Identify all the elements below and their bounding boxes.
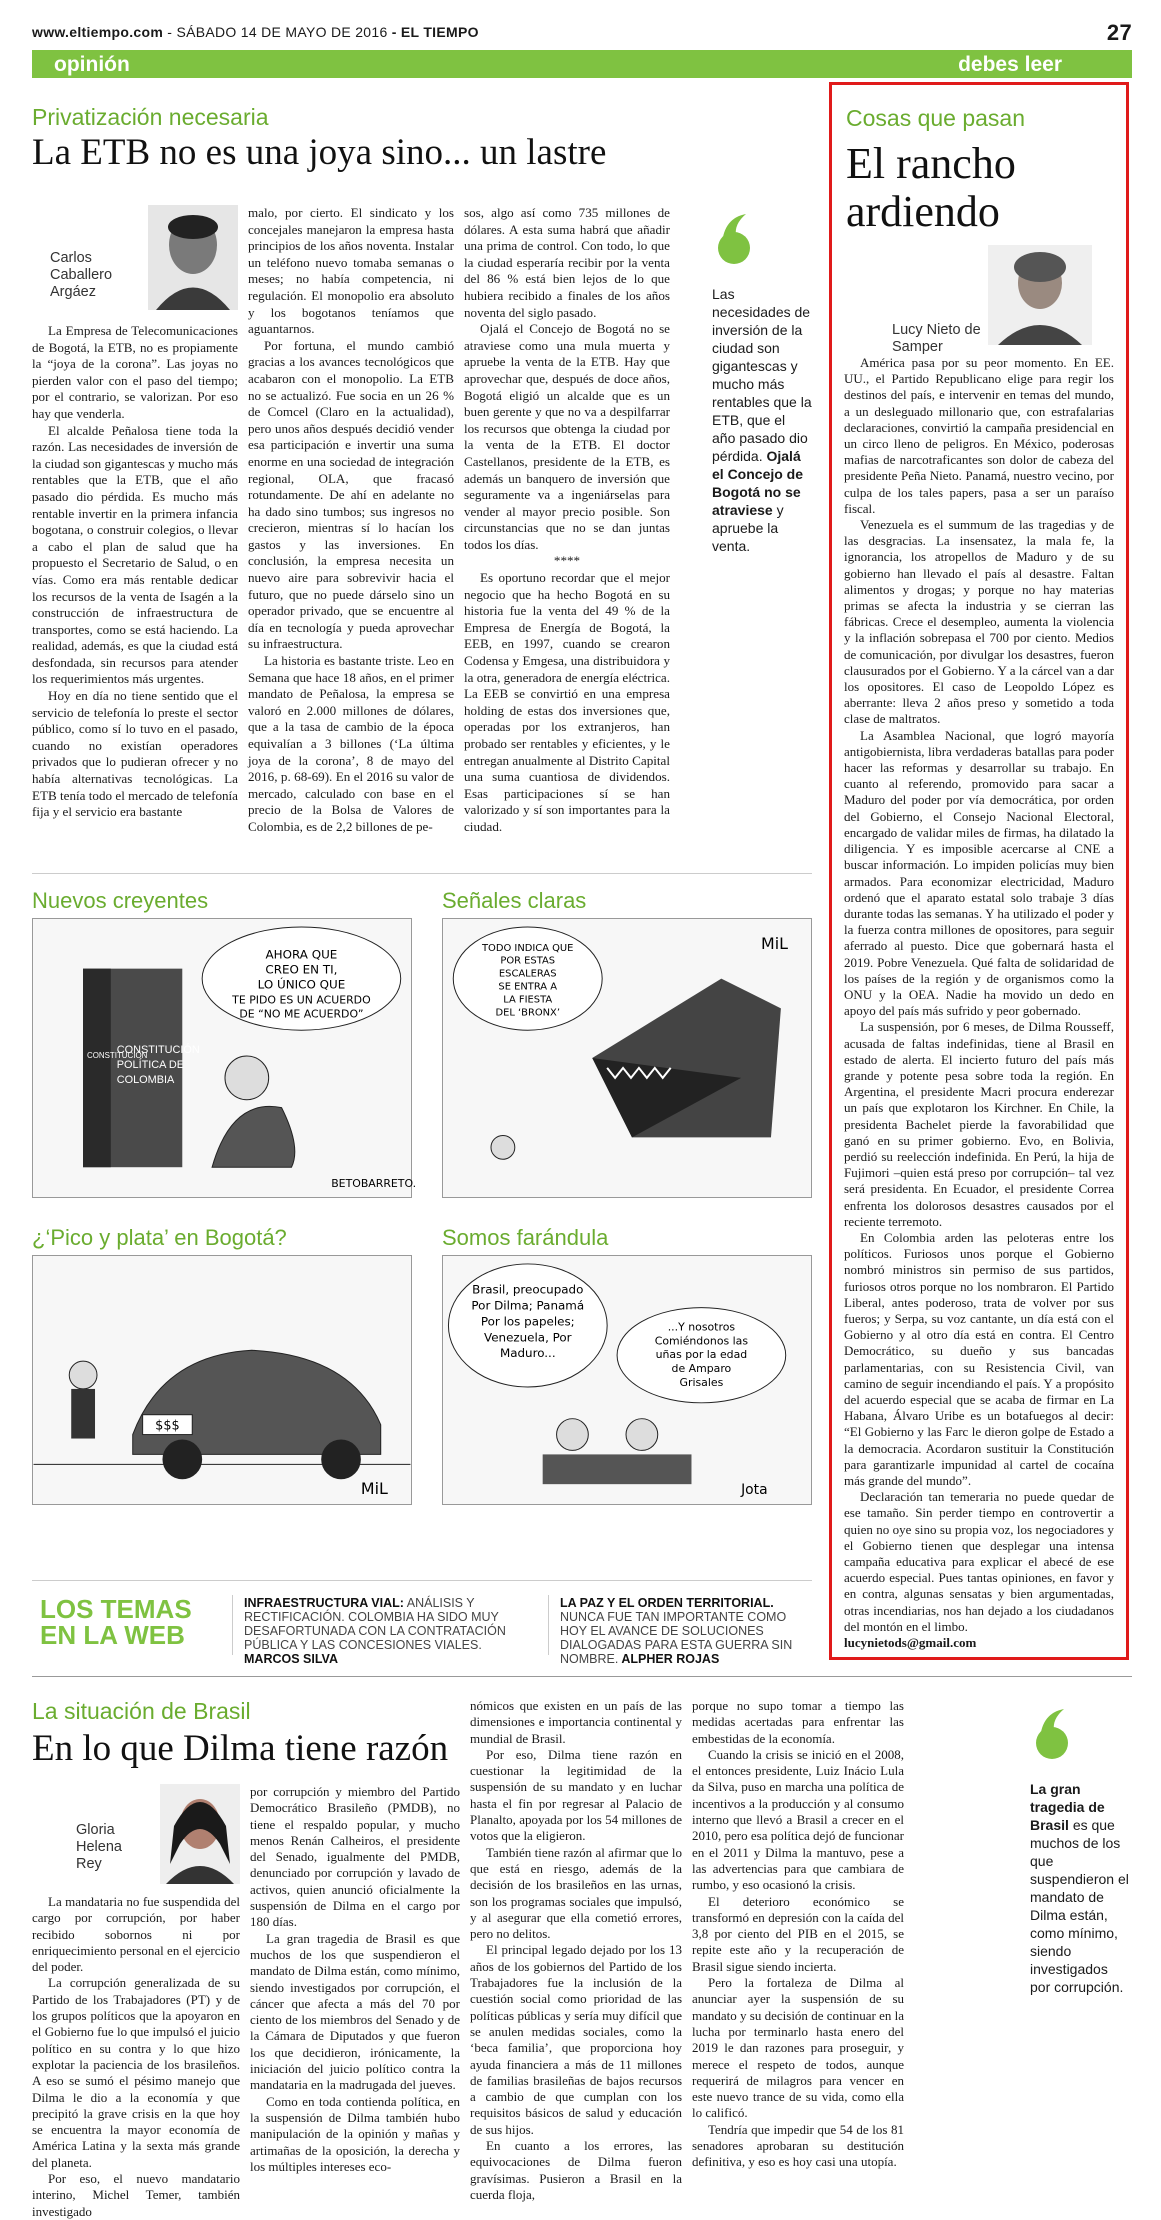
cartoon4-a5: Maduro... [499,1346,556,1361]
rancho-author-photo [988,245,1092,345]
etb-p8: Ojalá el Concejo de Bogotá no se atraviese como una mula muerta y apruebe la venta de la ETB. Hay que aprovechar que, después de doce años, Bogotá eligió un alcalde que es un buen gerente y que no va a despilfarrar los recursos que obtenga la ciudad por la venta de la ETB. El doctor Castellanos, presidente de la ETB, es además un banquero de inversión que seguramente va a ingeniárselas para vender al mayor precio posible. Son circunstancias que no se dan juntas todos los días. [464,321,670,552]
etb-author-photo [148,205,238,310]
rancho-p1: América pasa por su peor momento. En EE. UU., el Partido Republicano elige para regir los destinos del país, e intervenir en temas del mundo, a un desleguado millonario que, con estrafalarias declaraciones, convirtió la campaña presidencial en un circo lleno de peligros. En México, poderosas mafias de narcotraficantes son dolor de cabeza del presidente Peña Nieto. Panamá, nuestro vecino, por culpa de los tales papers, pasa a ser un paraíso fiscal. [844,355,1114,516]
book-title-3: COLOMBIA [116,1073,175,1086]
cartoon3-signature: MiL [360,1479,388,1499]
temas-item2-head: LA PAZ Y EL ORDEN TERRITORIAL. [560,1596,774,1610]
issue-date: SÁBADO 14 DE MAYO DE 2016 [176,24,388,40]
rancho-p6: Declaración tan temeraria no puede quedar de ese tamaño. Sin perder tiempo en controvertir a quien no oye sino su propia voz, los negociadores y el Gobierno tienen que desplegar una intensa campaña educativa para explicar el abecé de ese acuerdo especial. Pues tantas opiniones, en favor y en contra, algunas sensatas y bien argumentadas, otras incendiarias, nos han dejado a los ciudadanos del montón en el limbo. [844,1489,1114,1634]
cartoon-pico-y-plata [32,1255,412,1505]
etb-stars: **** [553,553,581,569]
cartoon4-a3: Por los papeles; [480,1314,575,1329]
brasil-p5: La gran tragedia de Brasil es que muchos de los que suspendieron el mandato de Dilma están, como mínimo, siendo investigados por corrupción, el cáncer que afecta a más del 70 por ciento de los miembros del Senado y de la Cámara de Diputados y que fueron los que decidieron, irónicamente, la iniciación del juicio político contra la mandataria en la madrugada del jueves. [250,1930,460,2093]
brasil-pullquote-text: es que muchos de los que suspendieron el mandato de Dilma están, como mínimo, siendo investigados por corrupción. [1030,1817,1129,1995]
rancho-email[interactable]: lucynietods@gmail.com [844,1635,977,1651]
cartoon4-a1: Brasil, preocupado [472,1282,584,1297]
brasil-p11: En cuanto a los errores, las equivocaciones de Dilma fueron gravísimas. Pusieron a Brasil en la cuerda floja, [470,2138,682,2202]
brasil-p14: El deterioro económico se transformó en depresión con la caída del 3,8 por ciento del PIB en el 2015, se repite este año y la recuperación de Brasil sigue siendo incierta. [692,1893,904,1974]
divider [32,873,812,874]
cartoon2-line5: LA FIESTA [503,994,553,1006]
brasil-p7: nómicos que existen en un país de las dimensiones e importancia continental y mundial de Brasil. [470,1698,682,1746]
page-number: 27 [1106,20,1132,45]
cartoon1-signature: BETOBARRETO. [331,1177,417,1191]
cartoon4-b5: Grisales [679,1375,724,1389]
brasil-headline: En lo que Dilma tiene razón [32,1728,449,1769]
rancho-headline-1: El rancho [846,139,1016,188]
cartoon4-b3: uñas por la edad [655,1348,748,1362]
brasil-p1: La mandataria no fue suspendida del cargo por corrupción, por haber recibido sobornos ni por enriquecimiento personal en el ejercicio del poder. [32,1894,240,1975]
cartoon4-a4: Venezuela, Por [484,1330,572,1345]
cartoon2-line6: DEL ‘BRONX’ [495,1007,560,1019]
etb-pullquote-bold: Ojalá el Concejo de Bogotá no se atraviese [712,448,804,518]
etb-pullquote-end: y apruebe la venta. [712,502,784,554]
etb-p6: La historia es bastante triste. Leo en Semana que hace 18 años, en el primer mandato de Peñalosa, la empresa se valoró en 2.000 millones de dólares, que a la tasa de cambio de la época equivalían a 3 billones (‘La última joya de la corona’, 8 de mayo del 2016, p. 68-69). En el 2016 su valor de mercado, calculado con base en el precio de la Bolsa de Valores de Colombia, es de 2,2 billones de pe- [248,653,454,834]
cartoon2-line2: POR ESTAS [500,955,556,967]
rancho-body [844,355,1114,1651]
cartoon1-title: Nuevos creyentes [32,888,209,913]
divider [232,1595,233,1655]
etb-p9: Es oportuno recordar que el mejor negocio que ha hecho Bogotá en su historia fue la venta del 49 % de la Empresa de Energía de Bogotá, la EEB, en 1997, cuando se crearon Codensa y Emgesa, una distribuidora y la otra, generadora de energía eléctrica. La EEB se convirtió en una empresa holding de estas dos inversiones que, operadas por los extranjeros, han probado ser rentables y eficientes, y le entregan anualmente al Distrito Capital una suma cuantiosa de dividendos. Esas participaciones sí se han valorizado y sí son importantes para la ciudad. [464,570,670,834]
temas-item-infraestructura[interactable] [244,1596,514,1666]
book-title-1: CONSTITUCIÓN [116,1044,200,1057]
rancho-p5: En Colombia arden las peloteras entre los políticos. Furiosos unos porque el Gobierno nombró ministros sin permiso de sus partidos, furiosos otros porque no los nombraron. El Partido Liberal, antes poderoso, trata de volver por sus fueros; y Serpa, su voz cantante, un día está con el Gobierno y al otro día está en contra. El Centro Democrático, su dueño y sus bancadas parlamentarias, con su Resistencia Civil, van camino de seguir incendiando el país. Y a propósito del acuerdo especial que se acaba de firmar en La Habana, Álvaro Uribe es un botafuegos al decir: “El Gobierno y las Farc le dieron golpe de Estado a la democracia. Acordaron sustituir la Constitución para garantizarle impunidad al cartel de cocaína más grande del mundo”. [844,1229,1114,1489]
brasil-p16: Tendría que impedir que 54 de los 81 senadores aprobaran su destitución definitiva, y eso es hoy casi una utopía. [692,2121,904,2170]
section-label: opinión [54,53,130,76]
cartoon2-signature: MiL [761,933,788,953]
divider [32,1580,812,1581]
brasil-p10: El principal legado dejado por los 13 años de los gobiernos del Partido de los Trabajadores fue la inclusión de la cuestión social como prioridad de las políticas públicas y sería muy difícil que se anulen medidas sociales, como la ‘beca familia’, que proporciona hoy ayuda financiera a más de 11 millones de familias brasileñas de bajos recursos a cambio de que cumplan con los requisitos básicos de salud y educación de sus hijos. [470,1942,682,2137]
site-url[interactable]: www.eltiempo.com [32,24,164,40]
etb-p3: Hoy en día no tiene sentido que el servicio de telefonía lo preste el sector público, como sí lo tuvo en el pasado, cuando no existían operadores privados que lo pudieran ofrecer y no había alternativas tecnológicas. La ETB tenía todo el mercado de telefonía fija y el servicio era bastante [32,688,238,820]
debes-leer-label: debes leer [958,53,1062,76]
brasil-col2 [250,1784,460,2175]
brasil-p6: Como en toda contienda política, en la suspensión de Dilma también hubo manipulación de la opinión y mañas y artimañas de la oposición, la derecha y los múltiples intereses eco- [250,2093,460,2174]
temas-title-2: EN LA WEB [40,1620,185,1650]
brasil-p2: La corrupción generalizada de su Partido de los Trabajadores (PT) y de los grupos políticos que la apoyaron en el Gobierno fue lo que impulsó el juicio político en su contra y lo que hizo explotar la paciencia de los brasileños. A eso se sumó el pésimo manejo que Dilma le dio a la economía y que precipitó la grave crisis en la que hoy se encuentra la mayor economía de América Latina y la sexta más grande del planeta. [32,1975,240,2170]
etb-headline: La ETB no es una joya sino... un lastre [32,132,607,173]
brasil-p8: Por eso, Dilma tiene razón en cuestionar la legitimidad de la suspensión de su mandato y en luchar hasta el fin por regresar al Palacio de Planalto, apoyada por los 54 millones de votos que la eligieron. [470,1746,682,1844]
etb-col3 [464,205,670,836]
brasil-author: Gloria Helena Rey [76,1822,122,1872]
temas-item2-text: NUNCA FUE TAN IMPORTANTE COMO HOY EL AVANCE DE SOLUCIONES DIALOGADAS PARA ESTA GUERRA SIN NOMBRE. [560,1610,793,1666]
cartoon4-b4: de Amparo [671,1362,732,1376]
rancho-p3: La Asamblea Nacional, que logró mayoría antigobiernista, libra verdaderas batallas para poder hacer las reformas y desarrollar su trabajo. En cuanto al referendo, promovido para sacar a Maduro del poder por vía democrática, por orden del Gobierno, el Consejo Nacional Electoral, encargado de validar miles de firmas, ha dilatado la diligencia. Y es imposible acercarse al CNE a buscar información. Lo impiden policías muy bien armados. Para economizar electricidad, Maduro ordenó que el aparato estatal solo trabaje 3 días durante todas las semanas. Y ha utilizado el poder y la fuerza contra millones de opositores, para seguir aferrado al puesto. Dice que gobernará hasta el 2019. Pobre Venezuela. Qué falta de solidaridad de los países de la región y de organismos como la ONU y la OEA. Nadie ha movido un dedo en apoyo del país más sufrido y peor gobernado. [844,727,1114,1019]
rancho-author: Lucy Nieto de Samper [892,322,981,355]
etb-pullquote-text: Las necesidades de inversión de la ciudad son gigantescas y mucho más rentables que la ETB, que el año pasado dio pérdida. [712,286,812,464]
book-title-2: POLÍTICA DE [116,1058,185,1071]
cartoon3-title: ¿‘Pico y plata’ en Bogotá? [32,1225,287,1250]
temas-item2-author: ALPHER ROJAS [618,1652,720,1666]
rancho-headline [846,140,1016,236]
cartoon4-b2: Comiéndonos las [654,1334,749,1348]
cartoon1-line5: DE “NO ME ACUERDO” [239,1007,364,1021]
cartoon4-signature: Jota [741,1482,768,1499]
etb-p4: malo, por cierto. El sindicato y los concejales manejaron la empresa hasta principios de los años noventa. Instalar un teléfono nuevo tomaba semanas o meses; no había competencia, ni regulación. El monopolio era absoluto y los bogotanos teníamos que aguantarnos. [248,205,454,337]
brasil-col3 [470,1698,682,2203]
paper-name: - EL TIEMPO [387,24,479,40]
rancho-p2: Venezuela es el summum de las tragedias y de las desgracias. La insensatez, la mala fe, la ignorancia, los atropellos de Maduro y de su gobierno han llevado el país al desastre. Faltan alimentos y drogas; y porque no hay materias primas se afecta la industria y se cierran las fábricas. Crece el desempleo, aumenta la violencia y la inflación sobrepasa el 700 por ciento. Medios de comunicación, por divulgar los desastres, fueron clausurados por el Gobierno. Y a la cárcel van a dar los opositores. El caso de Leopoldo López es aberrante: lleva 2 años preso y sometido a toda clase de maltratos. [844,517,1114,727]
brasil-kicker: La situación de Brasil [32,1698,251,1724]
masthead-sep: - [163,24,177,40]
cartoon4-b1: ...Y nosotros [667,1320,736,1334]
cartoon-nuevos-creyentes [32,918,417,1198]
brasil-pullquote-bold: La gran tragedia de Brasil [1030,1781,1105,1833]
temas-item1-text: ANÁLISIS Y RECTIFICACIÓN. COLOMBIA HA SIDO MUY DESAFORTUNADA CON LA CONTRATACIÓN PÚBLICA Y LAS CONCESIONES VIALES. [244,1596,506,1652]
brasil-p12: porque no supo tomar a tiempo las medidas acertadas para enfrentar las embestidas de la economía. [692,1698,904,1746]
cartoon2-title: Señales claras [442,888,587,913]
cartoon1-line4: TE PIDO ES UN ACUERDO [232,993,371,1007]
temas-banner [40,1596,210,1648]
brasil-p13: Cuando la crisis se inició en el 2008, el entonces presidente, Luiz Inácio Lula da Silva, puso en marcha una política de incentivos a la producción y al consumo interno que llevó a Brasil a crecer en el 2010, pero esa política dejó de funcionar en el 2011 y Dilma la mantuvo, pese a las advertencias para que cambiara de rumbo, y eso ocasionó la crisis. [692,1746,904,1893]
etb-p5: Por fortuna, el mundo cambió gracias a los avances tecnológicos que acabaron con el monopolio. La ETB no se actualizó. Fue socia en un 26 % de Comcel (Claro en la actualidad), pero unos años después decidió vender esa participación e invertir una suma enorme en una sociedad de integración regional, OLA, que fracasó rotundamente. De ahí en adelante no ha dado sino tumbos; sus ingresos no crecieron, mientras sí lo hacían los gastos y las inversiones. En conclusión, la empresa necesita un nuevo aire para sobrevivir hacia el futuro, que no puede dárselo sino un operador privado, que se encuentre al día en tecnología y pueda aprovechar su infraestructura. [248,337,454,652]
rancho-kicker: Cosas que pasan [846,105,1026,131]
etb-p7: sos, algo así como 735 millones de dólares. A esta suma habrá que añadir una prima de control. Con todo, lo que la ciudad esperaría recibir por la venta del 86 % está bien lejos de lo que hubiera recibido a finales de los años noventa del siglo pasado. [464,205,670,320]
cartoon4-title: Somos farándula [442,1225,609,1250]
divider [548,1595,549,1655]
etb-p1: La Empresa de Telecomunicaciones de Bogotá, la ETB, no es propiamente la “joya de la corona”. Las joyas no pierden valor con el paso del tiempo; por el contrario, se valorizan. Por eso hay que venderla. [32,323,238,421]
cartoon4-a2: Por Dilma; Panamá [471,1298,585,1313]
cartoon1-line1: AHORA QUE [265,947,338,962]
cartoon1-line2: CREO EN TI, [265,962,338,977]
quote-mark-icon [1030,1705,1074,1761]
brasil-col4 [692,1698,904,2171]
book-spine: CONSTITUCIÓN [86,1051,148,1060]
car-plate: $$$ [155,1418,180,1434]
brasil-p4: por corrupción y miembro del Partido Democrático Brasileño (PMDB), no tiene el respaldo popular, y mucho menos Renán Calheiros, el presidente del Senado, igualmente del PMDB, denunciado por corrupción y lavado de activos, quien anunció oficialmente la suspensión de Dilma en el cargo por 180 días. [250,1784,460,1930]
cartoon2-line4: SE ENTRA A [498,981,558,993]
quote-mark-icon [712,210,756,266]
brasil-p3: Por eso, el nuevo mandatario interino, Michel Temer, también investigado [32,2171,240,2219]
temas-title-1: LOS TEMAS [40,1594,192,1624]
brasil-author-photo [160,1784,240,1884]
temas-item1-head: INFRAESTRUCTURA VIAL: [244,1596,404,1610]
temas-item-paz[interactable] [560,1596,810,1666]
brasil-p15: Pero la fortaleza de Dilma al anunciar ayer la suspensión de su mandato y su decisión de continuar en la lucha por terminarlo hasta enero del 2019 le dan razones para proseguir, y merece el respeto de todos, aunque requerirá de milagros para vencer en este nuevo trance de su vida, como ella lo calificó. [692,1975,904,2121]
etb-pullquote [712,285,812,555]
section-bar [32,50,1132,78]
etb-col1 [32,323,238,821]
temas-item1-author: MARCOS SILVA [244,1652,338,1666]
etb-author: Carlos Caballero Argáez [50,250,113,300]
rancho-headline-2: ardiendo [846,187,1000,236]
brasil-col1 [32,1894,240,2220]
masthead [32,20,1132,46]
etb-col2 [248,205,454,836]
cartoon-senales-claras [442,918,812,1198]
brasil-p9: También tiene razón al afirmar que lo que está en riesgo, además de la decisión de los brasileños en las urnas, son los programas sociales que impulsó, y al asegurar que ella cometió errores, pero no delitos. [470,1844,682,1942]
divider [32,1676,1132,1677]
etb-p2: El alcalde Peñalosa tiene toda la razón. Las necesidades de inversión de la ciudad son gigantescas y mucho más rentables que la ETB, que el año pasado dio pérdida. Es mucho más rentable invertir en la primera infancia bogotana, o construir colegios, o llevar a cabo el plan de salud que ha propuesto el Secretario de Salud, o en vías. Como era más rentable dedicar los recursos de la venta de Isagén a la construcción de infraestructura de transportes, como se está haciendo. La realidad, además, es que la ciudad está desfondada, sin recursos para atender los requerimientos más urgentes. [32,422,238,687]
cartoon2-line1: TODO INDICA QUE [481,942,574,954]
brasil-pullquote [1030,1780,1130,1996]
rancho-p4: La suspensión, por 6 meses, de Dilma Rousseff, acusada de faltas indefinidas, tiene al Brasil en estado de alerta. El incierto futuro del país más grande y potente pesa sobre toda la región. En Argentina, el presidente Macri procura enderezar un país que explotaron los Kirchner. En Chile, la presidenta Bachelet pierde la favorabilidad que ganó en su primer gobierno. Evo, en Bolivia, perdió su reelección indefinida. En Perú, la hija de Fujimori –quien está preso por corrupción– tal vez será presidenta. En Ecuador, el presidente Correa enfrenta los dolorosos desastres causados por el reciente terremoto. [844,1019,1114,1229]
cartoon1-line3: LO ÚNICO QUE [257,977,346,992]
cartoon-somos-farandula [442,1255,812,1505]
cartoon2-line3: ESCALERAS [498,968,557,980]
etb-kicker: Privatización necesaria [32,104,269,130]
